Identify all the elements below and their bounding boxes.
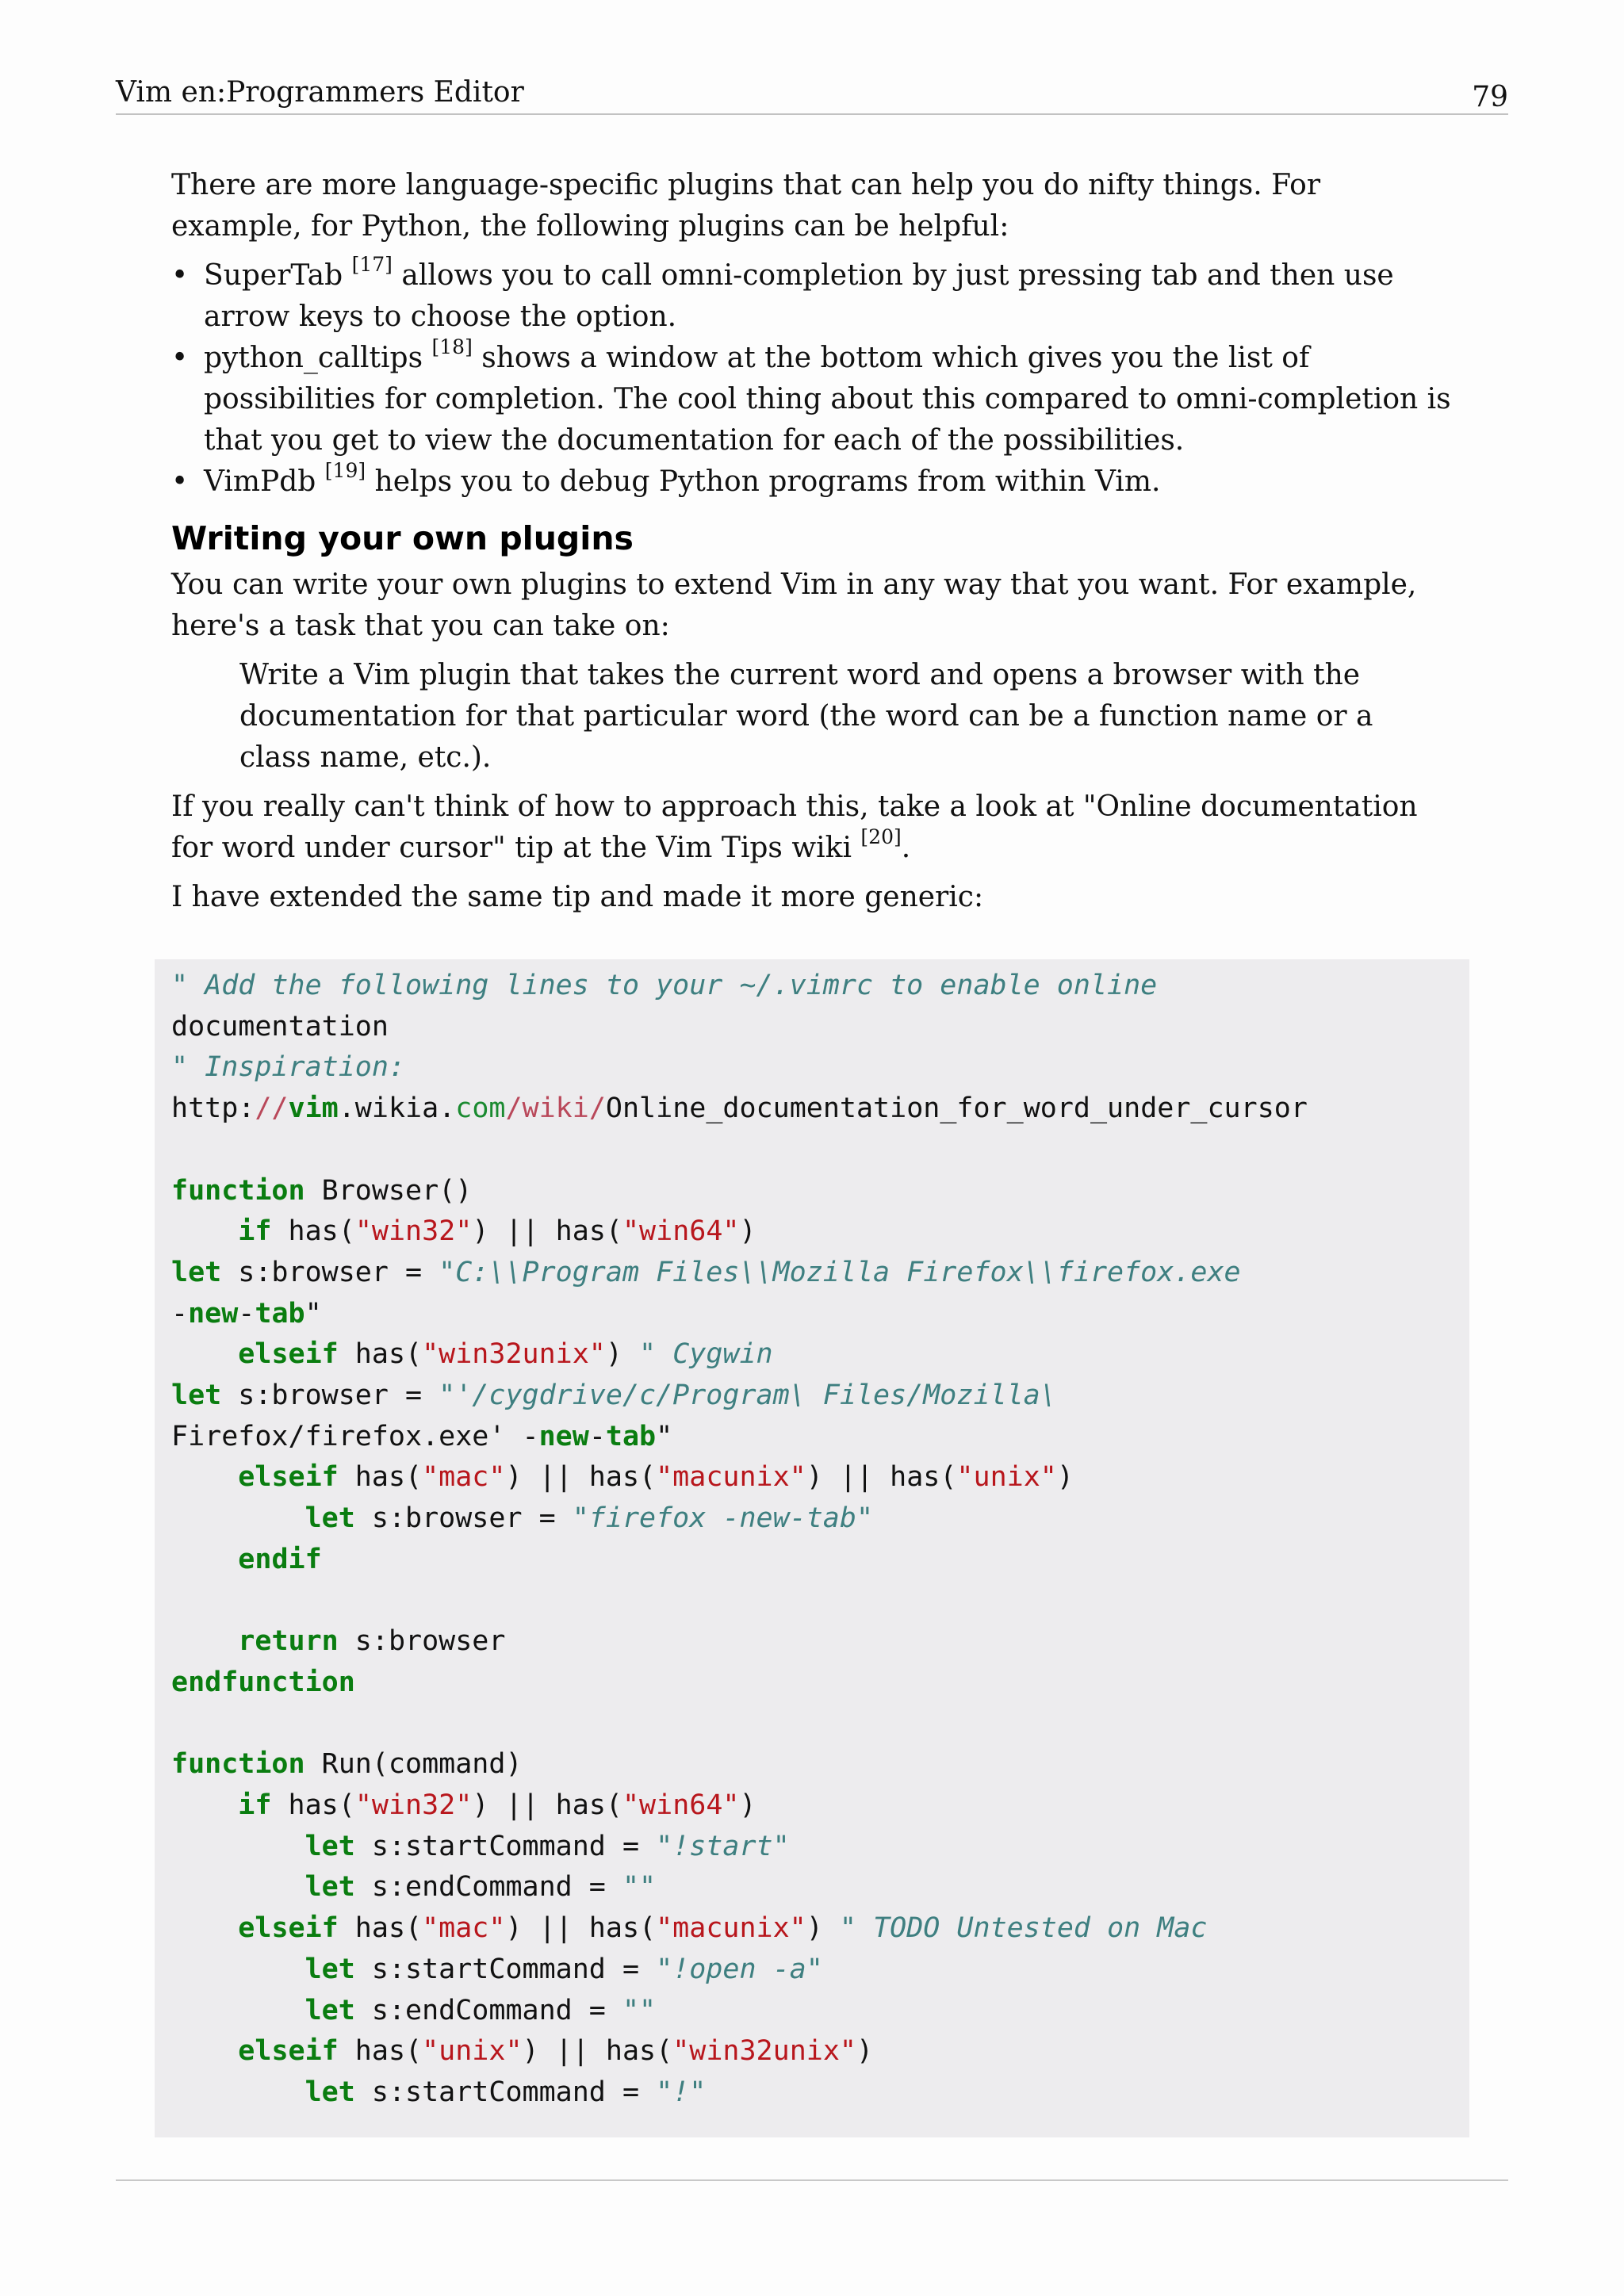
intro-paragraph: There are more language-specific plugins that can help you do nifty things. For example, for Python, the following plugins can be helpful:: [171, 169, 1321, 243]
code-token: -: [171, 1297, 189, 1330]
list-item: [171, 461, 1456, 503]
code-token: "'/cygdrive/c/Program\ Files/Mozilla\: [439, 1380, 1057, 1412]
code-token: [171, 1831, 305, 1862]
code-token: [171, 1338, 238, 1370]
code-line: [171, 1912, 1208, 1944]
reference-link[interactable]: [17]: [351, 253, 393, 276]
code-token: "mac": [422, 1461, 506, 1494]
code-line: [171, 1093, 1308, 1124]
code-token: let: [304, 1953, 355, 1985]
code-line: [171, 1461, 1074, 1493]
code-token: ) || has(: [522, 2035, 673, 2068]
code-token: has(: [338, 1912, 423, 1945]
code-token: [171, 1625, 238, 1657]
code-token: Run(command): [304, 1748, 523, 1781]
code-line: [171, 1954, 823, 1985]
page-header: [116, 75, 1508, 115]
code-token: "win32": [354, 1215, 473, 1248]
code-token: ): [739, 1215, 756, 1248]
code-token: let: [171, 1380, 222, 1412]
code-token: "!open -a": [656, 1953, 823, 1985]
code-token: "!start": [656, 1830, 790, 1862]
code-token: return: [238, 1625, 339, 1658]
code-token: ) || has(: [505, 1912, 657, 1945]
code-token: let: [304, 1830, 355, 1862]
code-token: tab: [605, 1420, 657, 1452]
code-token: function: [171, 1174, 305, 1207]
plugin-description: allows you to call omni-completion by just pressing tab and then use arrow keys to choose the option.: [204, 259, 1394, 333]
code-token: new: [538, 1420, 589, 1452]
code-token: s:startCommand =: [354, 1830, 657, 1862]
code-token: [171, 1954, 305, 1985]
code-token: ): [739, 1789, 756, 1822]
code-line: [171, 1215, 756, 1247]
code-token: [171, 1502, 305, 1534]
code-token: "C:\\Program Files\\Mozilla Firefox\\firefox.exe: [439, 1256, 1241, 1288]
code-token: s:browser =: [221, 1256, 439, 1288]
code-token: s:endCommand =: [354, 1994, 622, 2026]
code-token: s:browser =: [221, 1380, 439, 1412]
code-token: endif: [238, 1543, 322, 1575]
code-token: "!": [656, 2076, 707, 2108]
page-body: [171, 165, 1456, 926]
code-token: [171, 2035, 238, 2067]
code-token: s:startCommand =: [354, 1953, 657, 1985]
task-quote: Write a Vim plugin that takes the current word and opens a browser with the documentation for that particular word (the word can be a function name or a class name, etc.).: [239, 659, 1373, 774]
code-line: [171, 1338, 773, 1370]
code-token: -: [238, 1297, 255, 1330]
code-token: "unix": [422, 2035, 523, 2068]
code-token: [171, 2076, 305, 2108]
code-line: [171, 1748, 523, 1780]
code-token: com: [455, 1093, 506, 1125]
plugin-description: helps you to debug Python programs from within Vim.: [366, 465, 1161, 498]
code-token: [171, 1461, 238, 1493]
code-line: [171, 1831, 790, 1862]
code-token: has(: [338, 1338, 423, 1371]
code-token: [171, 1995, 305, 2026]
code-token: has(: [271, 1215, 355, 1248]
code-token: if: [238, 1215, 272, 1248]
paragraph-text: If you really can't think of how to approach this, take a look at "Online documentation for word under cursor" tip at the Vim Tips wiki: [171, 790, 1418, 864]
code-token: documentation: [171, 1010, 389, 1043]
code-token: s:browser =: [354, 1502, 573, 1535]
page-number: 79: [1472, 81, 1508, 113]
code-token: new: [188, 1297, 239, 1330]
code-token: s:browser: [338, 1625, 506, 1658]
list-item: [171, 255, 1456, 338]
code-token: [171, 1215, 238, 1247]
code-line: [171, 970, 1157, 1001]
code-token: Firefox/firefox.exe' -: [171, 1420, 539, 1452]
code-line: [171, 1544, 322, 1575]
code-token: ) || has(: [806, 1461, 957, 1494]
code-token: " TODO Untested on Mac: [839, 1912, 1208, 1945]
code-token: ): [605, 1338, 640, 1371]
code-line: [171, 1995, 656, 2026]
code-token: "": [622, 1994, 657, 2026]
code-token: ) || has(: [472, 1789, 622, 1822]
section-heading: Writing your own plugins: [171, 519, 634, 557]
code-line: [171, 1667, 355, 1698]
code-token: [171, 1789, 238, 1821]
code-block: [155, 959, 1469, 2137]
code-token: "win64": [622, 1215, 740, 1248]
code-token: "win32unix": [672, 2035, 856, 2068]
code-token: let: [304, 1871, 355, 1904]
plugin-name: python_calltips: [204, 342, 423, 374]
body-paragraph: I have extended the same tip and made it more generic:: [171, 881, 984, 913]
list-item: [171, 335, 1456, 461]
code-token: ) || has(: [472, 1215, 622, 1248]
code-token: has(: [338, 1461, 423, 1494]
code-line: [171, 1175, 472, 1207]
code-token: -: [588, 1420, 606, 1452]
code-token: "mac": [422, 1912, 506, 1945]
code-line: [171, 1051, 405, 1083]
code-token: " Add the following lines to your ~/.vimrc to enable online: [171, 970, 1158, 1001]
code-token: function: [171, 1748, 305, 1781]
code-token: ): [856, 2035, 874, 2068]
code-line: [171, 1502, 873, 1534]
code-token: "firefox -new-tab": [572, 1502, 874, 1535]
code-token: let: [171, 1256, 222, 1288]
code-listing: [171, 966, 1469, 2114]
code-line: [171, 1789, 756, 1821]
code-token: elseif: [238, 1912, 339, 1945]
code-line: [171, 1871, 656, 1903]
code-token: "macunix": [656, 1912, 806, 1945]
code-line: [171, 1298, 322, 1330]
code-token: ): [1056, 1461, 1074, 1494]
code-token: s:endCommand =: [354, 1871, 622, 1904]
code-token: ) || has(: [505, 1461, 657, 1494]
paragraph-end: .: [901, 832, 911, 864]
code-token: has(: [338, 2035, 423, 2068]
code-line: [171, 1380, 1057, 1411]
code-token: Online_documentation_for_word_under_cursor: [605, 1093, 1308, 1125]
running-title: Vim en:Programmers Editor: [116, 76, 524, 109]
code-token: ": [656, 1420, 673, 1452]
footer-rule: [116, 2179, 1508, 2181]
code-token: tab: [255, 1297, 305, 1330]
code-token: "win32unix": [422, 1338, 606, 1371]
code-token: .wikia.: [338, 1093, 456, 1125]
body-paragraph: You can write your own plugins to extend Vim in any way that you want. For example, here's a task that you can take on:: [171, 568, 1417, 642]
code-token: "macunix": [656, 1461, 806, 1494]
code-token: /wiki/: [505, 1093, 606, 1125]
code-token: "unix": [956, 1461, 1057, 1494]
plugin-name: VimPdb: [204, 465, 316, 498]
body-paragraph: [171, 786, 1456, 869]
code-token: let: [304, 1502, 355, 1535]
code-token: elseif: [238, 1338, 339, 1371]
code-token: "win64": [622, 1789, 740, 1822]
code-line: [171, 1011, 389, 1043]
code-token: let: [304, 1994, 355, 2026]
code-token: " Cygwin: [639, 1338, 773, 1371]
code-line: [171, 1625, 505, 1657]
code-token: ): [806, 1912, 840, 1945]
code-line: [171, 2035, 873, 2067]
code-token: http:: [171, 1093, 255, 1125]
bullet-icon: •: [171, 259, 189, 292]
code-token: ": [304, 1297, 322, 1330]
plugin-name: SuperTab: [204, 259, 343, 292]
code-token: s:startCommand =: [354, 2076, 657, 2108]
code-token: endfunction: [171, 1666, 355, 1698]
bullet-icon: •: [171, 465, 189, 498]
code-token: Browser(): [304, 1174, 473, 1207]
plugin-list: [171, 255, 1456, 503]
code-line: [171, 1257, 1241, 1288]
code-token: [171, 1544, 238, 1575]
reference-link[interactable]: [18]: [431, 335, 473, 358]
plugin-description: shows a window at the bottom which gives you the list of possibilities for completion. The cool thing about this compared to omni-completion is that you get to view the documentation for each of the possibilities.: [204, 342, 1451, 457]
bullet-icon: •: [171, 342, 189, 374]
reference-link[interactable]: [20]: [860, 825, 902, 848]
code-token: "": [622, 1871, 657, 1904]
code-line: [171, 1421, 672, 1452]
code-token: [171, 1871, 305, 1903]
code-token: has(: [271, 1789, 355, 1822]
reference-link[interactable]: [19]: [324, 459, 366, 482]
code-line: [171, 2076, 706, 2108]
code-token: if: [238, 1789, 272, 1822]
code-token: [171, 1912, 238, 1944]
code-token: vim: [288, 1093, 339, 1125]
code-token: //: [255, 1093, 289, 1125]
code-token: let: [304, 2076, 355, 2108]
code-token: elseif: [238, 2035, 339, 2068]
code-token: "win32": [354, 1789, 473, 1822]
code-token: elseif: [238, 1461, 339, 1494]
code-token: " Inspiration:: [171, 1051, 406, 1084]
